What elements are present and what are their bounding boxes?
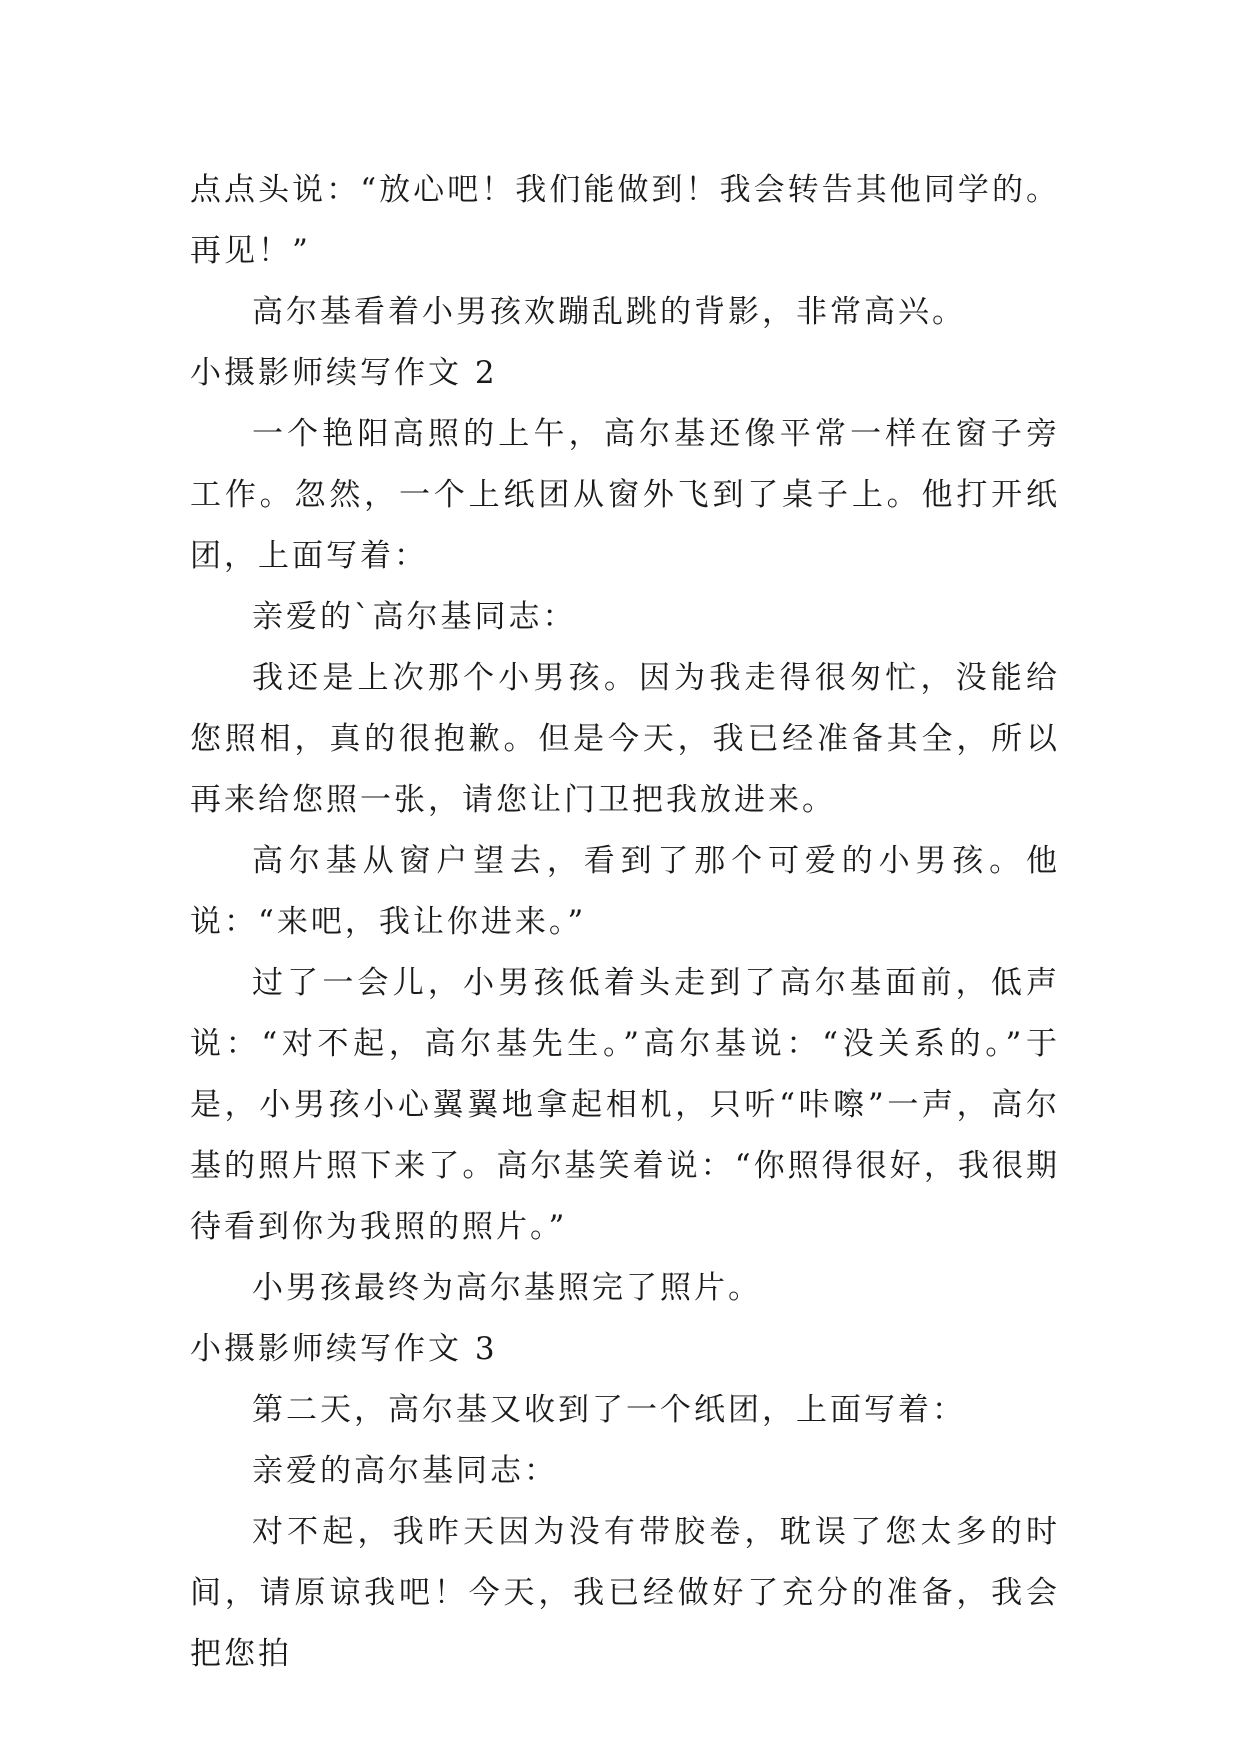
paragraph: 点点头说：“放心吧！我们能做到！我会转告其他同学的。再见！” <box>190 172 1060 269</box>
paragraph: 我还是上次那个小男孩。因为我走得很匆忙，没能给您照相，真的很抱歉。但是今天，我已经准备其全，所以再来给您照一张，请您让门卫把我放进来。 <box>190 660 1060 818</box>
paragraph: 第二天，高尔基又收到了一个纸团，上面写着： <box>252 1392 966 1428</box>
paragraph: 高尔基看着小男孩欢蹦乱跳的背影，非常高兴。 <box>252 294 966 330</box>
paragraph: 高尔基从窗户望去，看到了那个可爱的小男孩。他说：“来吧，我让你进来。” <box>190 843 1060 940</box>
section-heading: 小摄影师续写作文 2 <box>190 355 498 391</box>
section-heading: 小摄影师续写作文 3 <box>190 1331 498 1367</box>
paragraph: 亲爱的高尔基同志： <box>252 1453 558 1489</box>
paragraph: 亲爱的`高尔基同志： <box>252 599 577 635</box>
paragraph: 对不起，我昨天因为没有带胶卷，耽误了您太多的时间，请原谅我吧！今天，我已经做好了充分的准备，我会把您拍 <box>190 1514 1060 1672</box>
paragraph: 小男孩最终为高尔基照完了照片。 <box>252 1270 762 1306</box>
paragraph: 过了一会儿，小男孩低着头走到了高尔基面前，低声说：“对不起，高尔基先生。”高尔基说：“没关系的。”于是，小男孩小心翼翼地拿起相机，只听“咔嚓”一声，高尔基的照片照下来了。高尔基笑着说：“你照得很好，我很期待看到你为我照的照片。” <box>190 965 1060 1245</box>
document-page <box>190 160 1060 1685</box>
paragraph: 一个艳阳高照的上午，高尔基还像平常一样在窗子旁工作。忽然，一个上纸团从窗外飞到了桌子上。他打开纸团，上面写着： <box>190 416 1060 574</box>
